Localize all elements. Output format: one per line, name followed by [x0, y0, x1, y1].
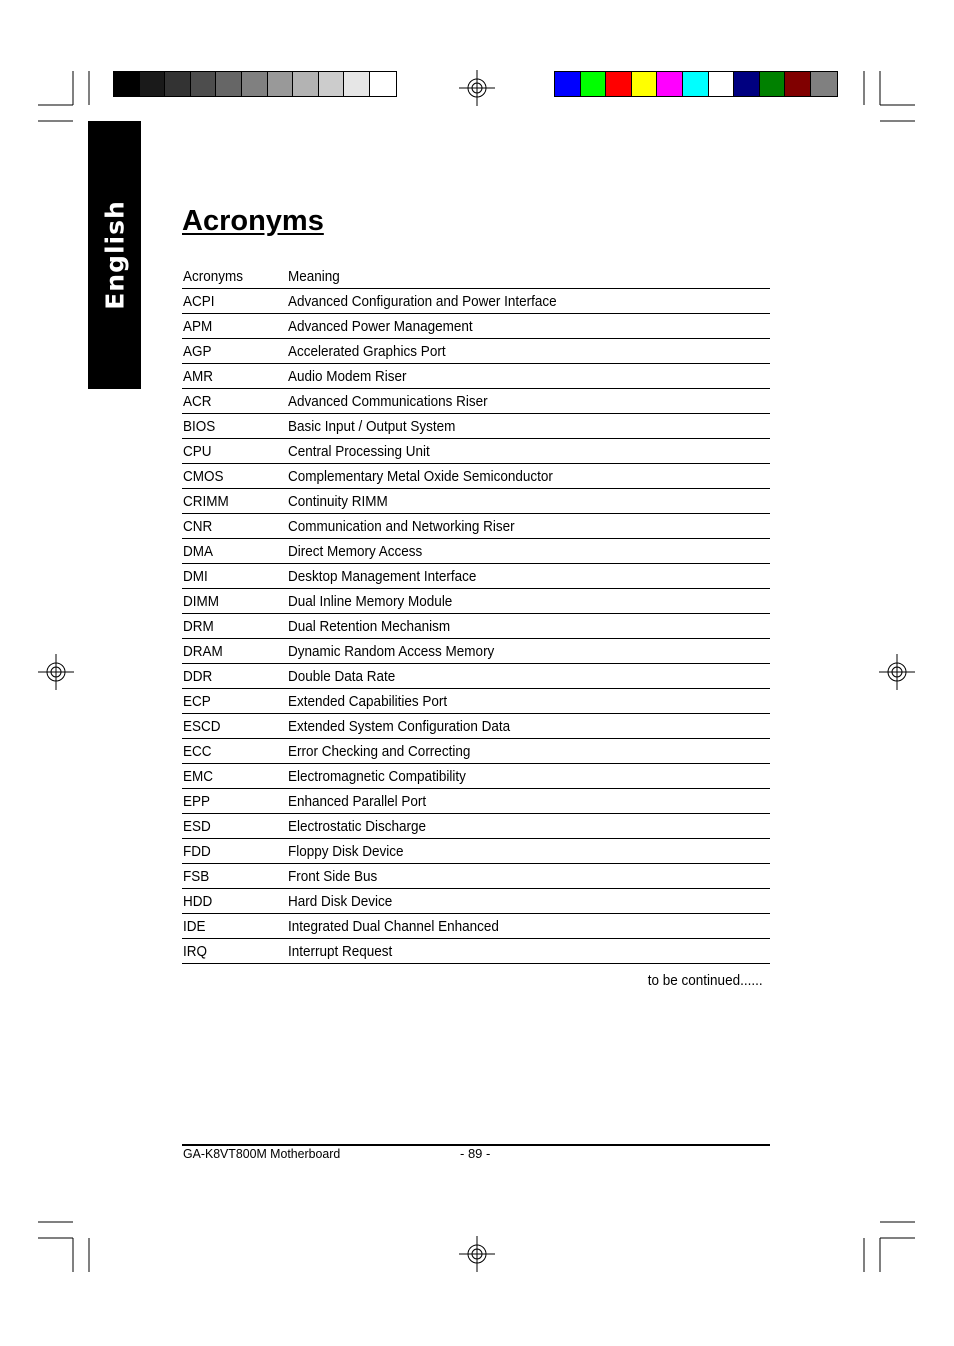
meaning-cell: Interrupt Request	[288, 943, 393, 960]
table-body	[182, 289, 770, 964]
acronym-cell: ESD	[183, 818, 211, 835]
meaning-cell: Dynamic Random Access Memory	[288, 643, 495, 660]
table-row	[182, 339, 770, 364]
acronym-cell: FSB	[183, 868, 210, 885]
language-side-tab	[88, 121, 141, 389]
meaning-cell: Electrostatic Discharge	[288, 818, 427, 835]
acronym-cell: BIOS	[183, 418, 216, 435]
table-row	[182, 389, 770, 414]
meaning-cell: Extended Capabilities Port	[288, 693, 448, 710]
acronym-cell: DRM	[183, 618, 214, 635]
table-row	[182, 414, 770, 439]
meaning-cell: Front Side Bus	[288, 868, 378, 885]
acronym-cell: IRQ	[183, 943, 208, 960]
table-row	[182, 464, 770, 489]
table-row	[182, 564, 770, 589]
meaning-cell: Central Processing Unit	[288, 443, 430, 460]
meaning-cell: Enhanced Parallel Port	[288, 793, 427, 810]
acronym-cell: DMA	[183, 543, 214, 560]
table-row	[182, 814, 770, 839]
acronym-cell: EPP	[183, 793, 211, 810]
acronym-cell: CMOS	[183, 468, 224, 485]
table-row	[182, 364, 770, 389]
meaning-cell: Error Checking and Correcting	[288, 743, 471, 760]
acronym-cell: ACR	[183, 393, 212, 410]
table-row	[182, 289, 770, 314]
acronym-cell: HDD	[183, 893, 213, 910]
meaning-cell: Accelerated Graphics Port	[288, 343, 446, 360]
table-row	[182, 689, 770, 714]
table-row	[182, 939, 770, 964]
acronym-cell: CNR	[183, 518, 213, 535]
acronym-cell: DIMM	[183, 593, 219, 610]
meaning-cell: Complementary Metal Oxide Semiconductor	[288, 468, 553, 485]
meaning-cell: Continuity RIMM	[288, 493, 388, 510]
acronym-table	[182, 264, 770, 964]
meaning-cell: Double Data Rate	[288, 668, 396, 685]
meaning-cell: Extended System Configuration Data	[288, 718, 511, 735]
table-row	[182, 714, 770, 739]
language-tab-label: English	[100, 200, 129, 310]
acronym-cell: CRIMM	[183, 493, 229, 510]
acronym-cell: ECP	[183, 693, 211, 710]
meaning-cell: Hard Disk Device	[288, 893, 393, 910]
footer-page-number: - 89 -	[460, 1146, 491, 1161]
table-row	[182, 614, 770, 639]
meaning-cell: Floppy Disk Device	[288, 843, 404, 860]
meaning-cell: Dual Inline Memory Module	[288, 593, 453, 610]
acronym-cell: APM	[183, 318, 213, 335]
table-row	[182, 889, 770, 914]
meaning-cell: Electromagnetic Compatibility	[288, 768, 466, 785]
table-row	[182, 539, 770, 564]
registration-target-icon	[459, 70, 495, 106]
footer-model-name: GA-K8VT800M Motherboard	[183, 1146, 341, 1161]
table-row	[182, 439, 770, 464]
acronym-cell: DRAM	[183, 643, 223, 660]
acronym-cell: CPU	[183, 443, 212, 460]
registration-target-icon	[38, 654, 74, 690]
table-row	[182, 764, 770, 789]
acronym-cell: DMI	[183, 568, 208, 585]
meaning-cell: Audio Modem Riser	[288, 368, 407, 385]
table-row	[182, 914, 770, 939]
acronym-cell: IDE	[183, 918, 206, 935]
table-header-row	[182, 264, 770, 289]
header-meaning: Meaning	[288, 268, 340, 285]
table-row	[182, 839, 770, 864]
acronym-cell: FDD	[183, 843, 211, 860]
acronym-cell: ACPI	[183, 293, 215, 310]
page-title: Acronyms	[182, 205, 324, 237]
meaning-cell: Advanced Power Management	[288, 318, 473, 335]
meaning-cell: Dual Retention Mechanism	[288, 618, 451, 635]
header-acronym: Acronyms	[183, 268, 244, 285]
meaning-cell: Communication and Networking Riser	[288, 518, 515, 535]
meaning-cell: Desktop Management Interface	[288, 568, 477, 585]
table-row	[182, 739, 770, 764]
registration-target-icon	[459, 1236, 495, 1272]
table-row	[182, 639, 770, 664]
acronym-cell: DDR	[183, 668, 213, 685]
meaning-cell: Direct Memory Access	[288, 543, 423, 560]
table-row	[182, 664, 770, 689]
table-row	[182, 314, 770, 339]
table-row	[182, 514, 770, 539]
meaning-cell: Integrated Dual Channel Enhanced	[288, 918, 499, 935]
table-row	[182, 489, 770, 514]
acronym-cell: ECC	[183, 743, 212, 760]
acronym-cell: AMR	[183, 368, 214, 385]
table-row	[182, 589, 770, 614]
table-row	[182, 789, 770, 814]
meaning-cell: Advanced Communications Riser	[288, 393, 488, 410]
acronym-cell: ESCD	[183, 718, 221, 735]
continued-note: to be continued......	[648, 972, 763, 989]
registration-target-icon	[879, 654, 915, 690]
table-row	[182, 864, 770, 889]
meaning-cell: Advanced Configuration and Power Interface	[288, 293, 557, 310]
acronym-cell: EMC	[183, 768, 214, 785]
acronym-cell: AGP	[183, 343, 212, 360]
meaning-cell: Basic Input / Output System	[288, 418, 456, 435]
